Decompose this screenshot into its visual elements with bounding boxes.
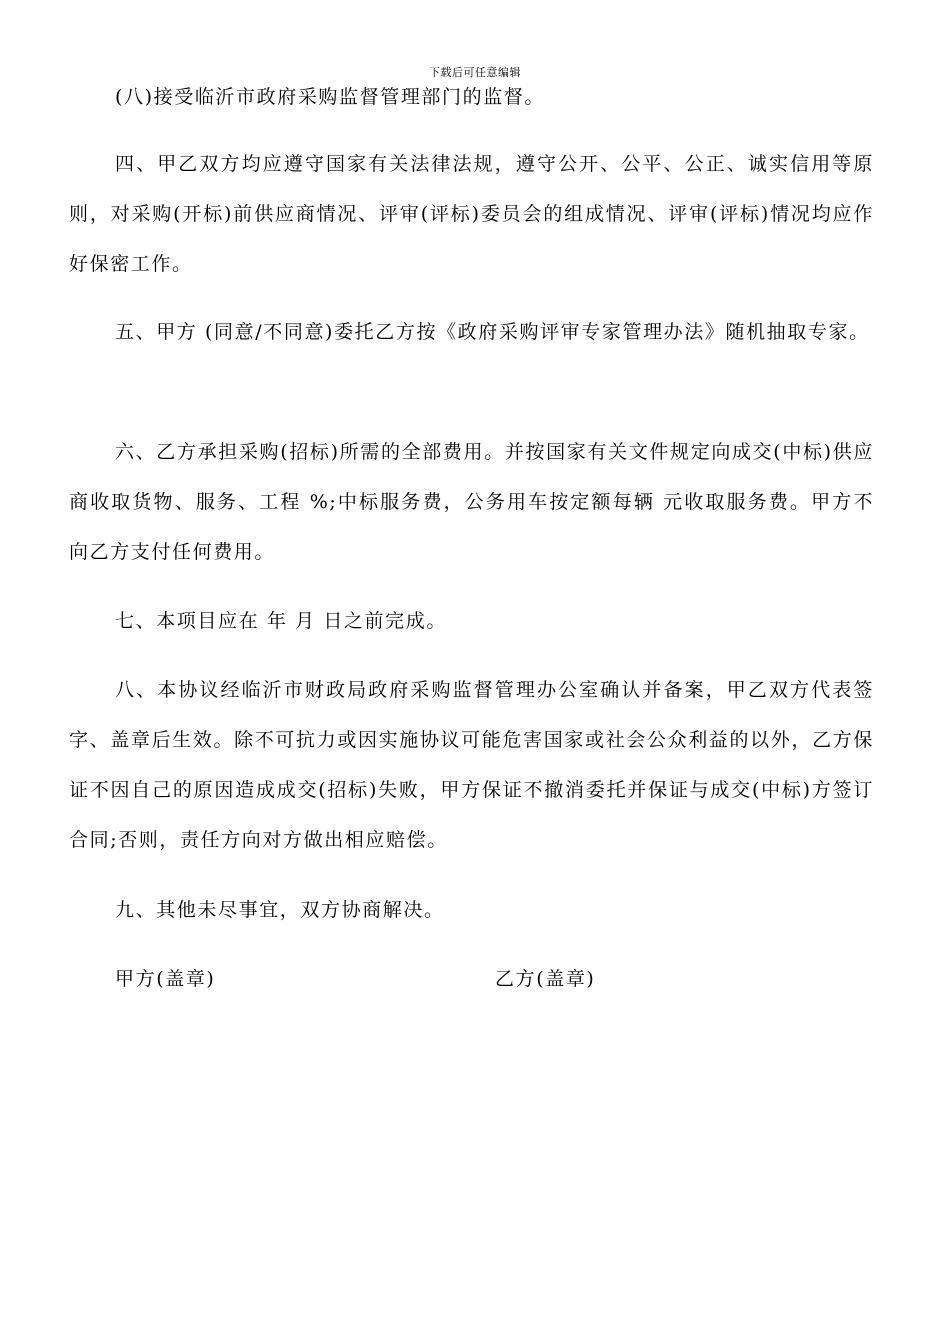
paragraph-clause-9: 九、其他未尽事宜，双方协商解决。: [115, 899, 445, 921]
paragraph-clause-6: 六、乙方承担采购(招标)所需的全部费用。并按国家有关文件规定向成交(中标)供应商收取货物、服务、工程 %;中标服务费，公务用车按定额每辆 元收取服务费。甲方不向乙方支付任何费用。: [69, 441, 874, 563]
paragraph-clause-5: 五、甲方 (同意/不同意)委托乙方按《政府采购评审专家管理办法》随机抽取专家。: [115, 321, 870, 343]
paragraph-supervision: (八)接受临沂市政府采购监督管理部门的监督。: [115, 86, 546, 108]
paragraph-clause-7: 七、本项目应在 年 月 日之前完成。: [115, 610, 447, 632]
header-note: 下载后可任意编辑: [429, 66, 521, 79]
party-a-seal-label: 甲方(盖章): [115, 968, 216, 990]
paragraph-clause-4: 四、甲乙双方均应遵守国家有关法律法规，遵守公开、公平、公正、诚实信用等原则，对采购(开标)前供应商情况、评审(评标)委员会的组成情况、评审(评标)情况均应作好保密工作。: [69, 153, 874, 275]
signature-row: [115, 954, 875, 1004]
party-b-seal-label: 乙方(盖章): [495, 968, 596, 990]
paragraph-clause-8: 八、本协议经临沂市财政局政府采购监督管理办公室确认并备案，甲乙双方代表签字、盖章后生效。除不可抗力或因实施协议可能危害国家或社会公众利益的以外，乙方保证不因自己的原因造成成交(招标)失败，甲方保证不撤消委托并保证与成交(中标)方签订合同;否则，责任方向对方做出相应赔偿。: [69, 679, 874, 851]
